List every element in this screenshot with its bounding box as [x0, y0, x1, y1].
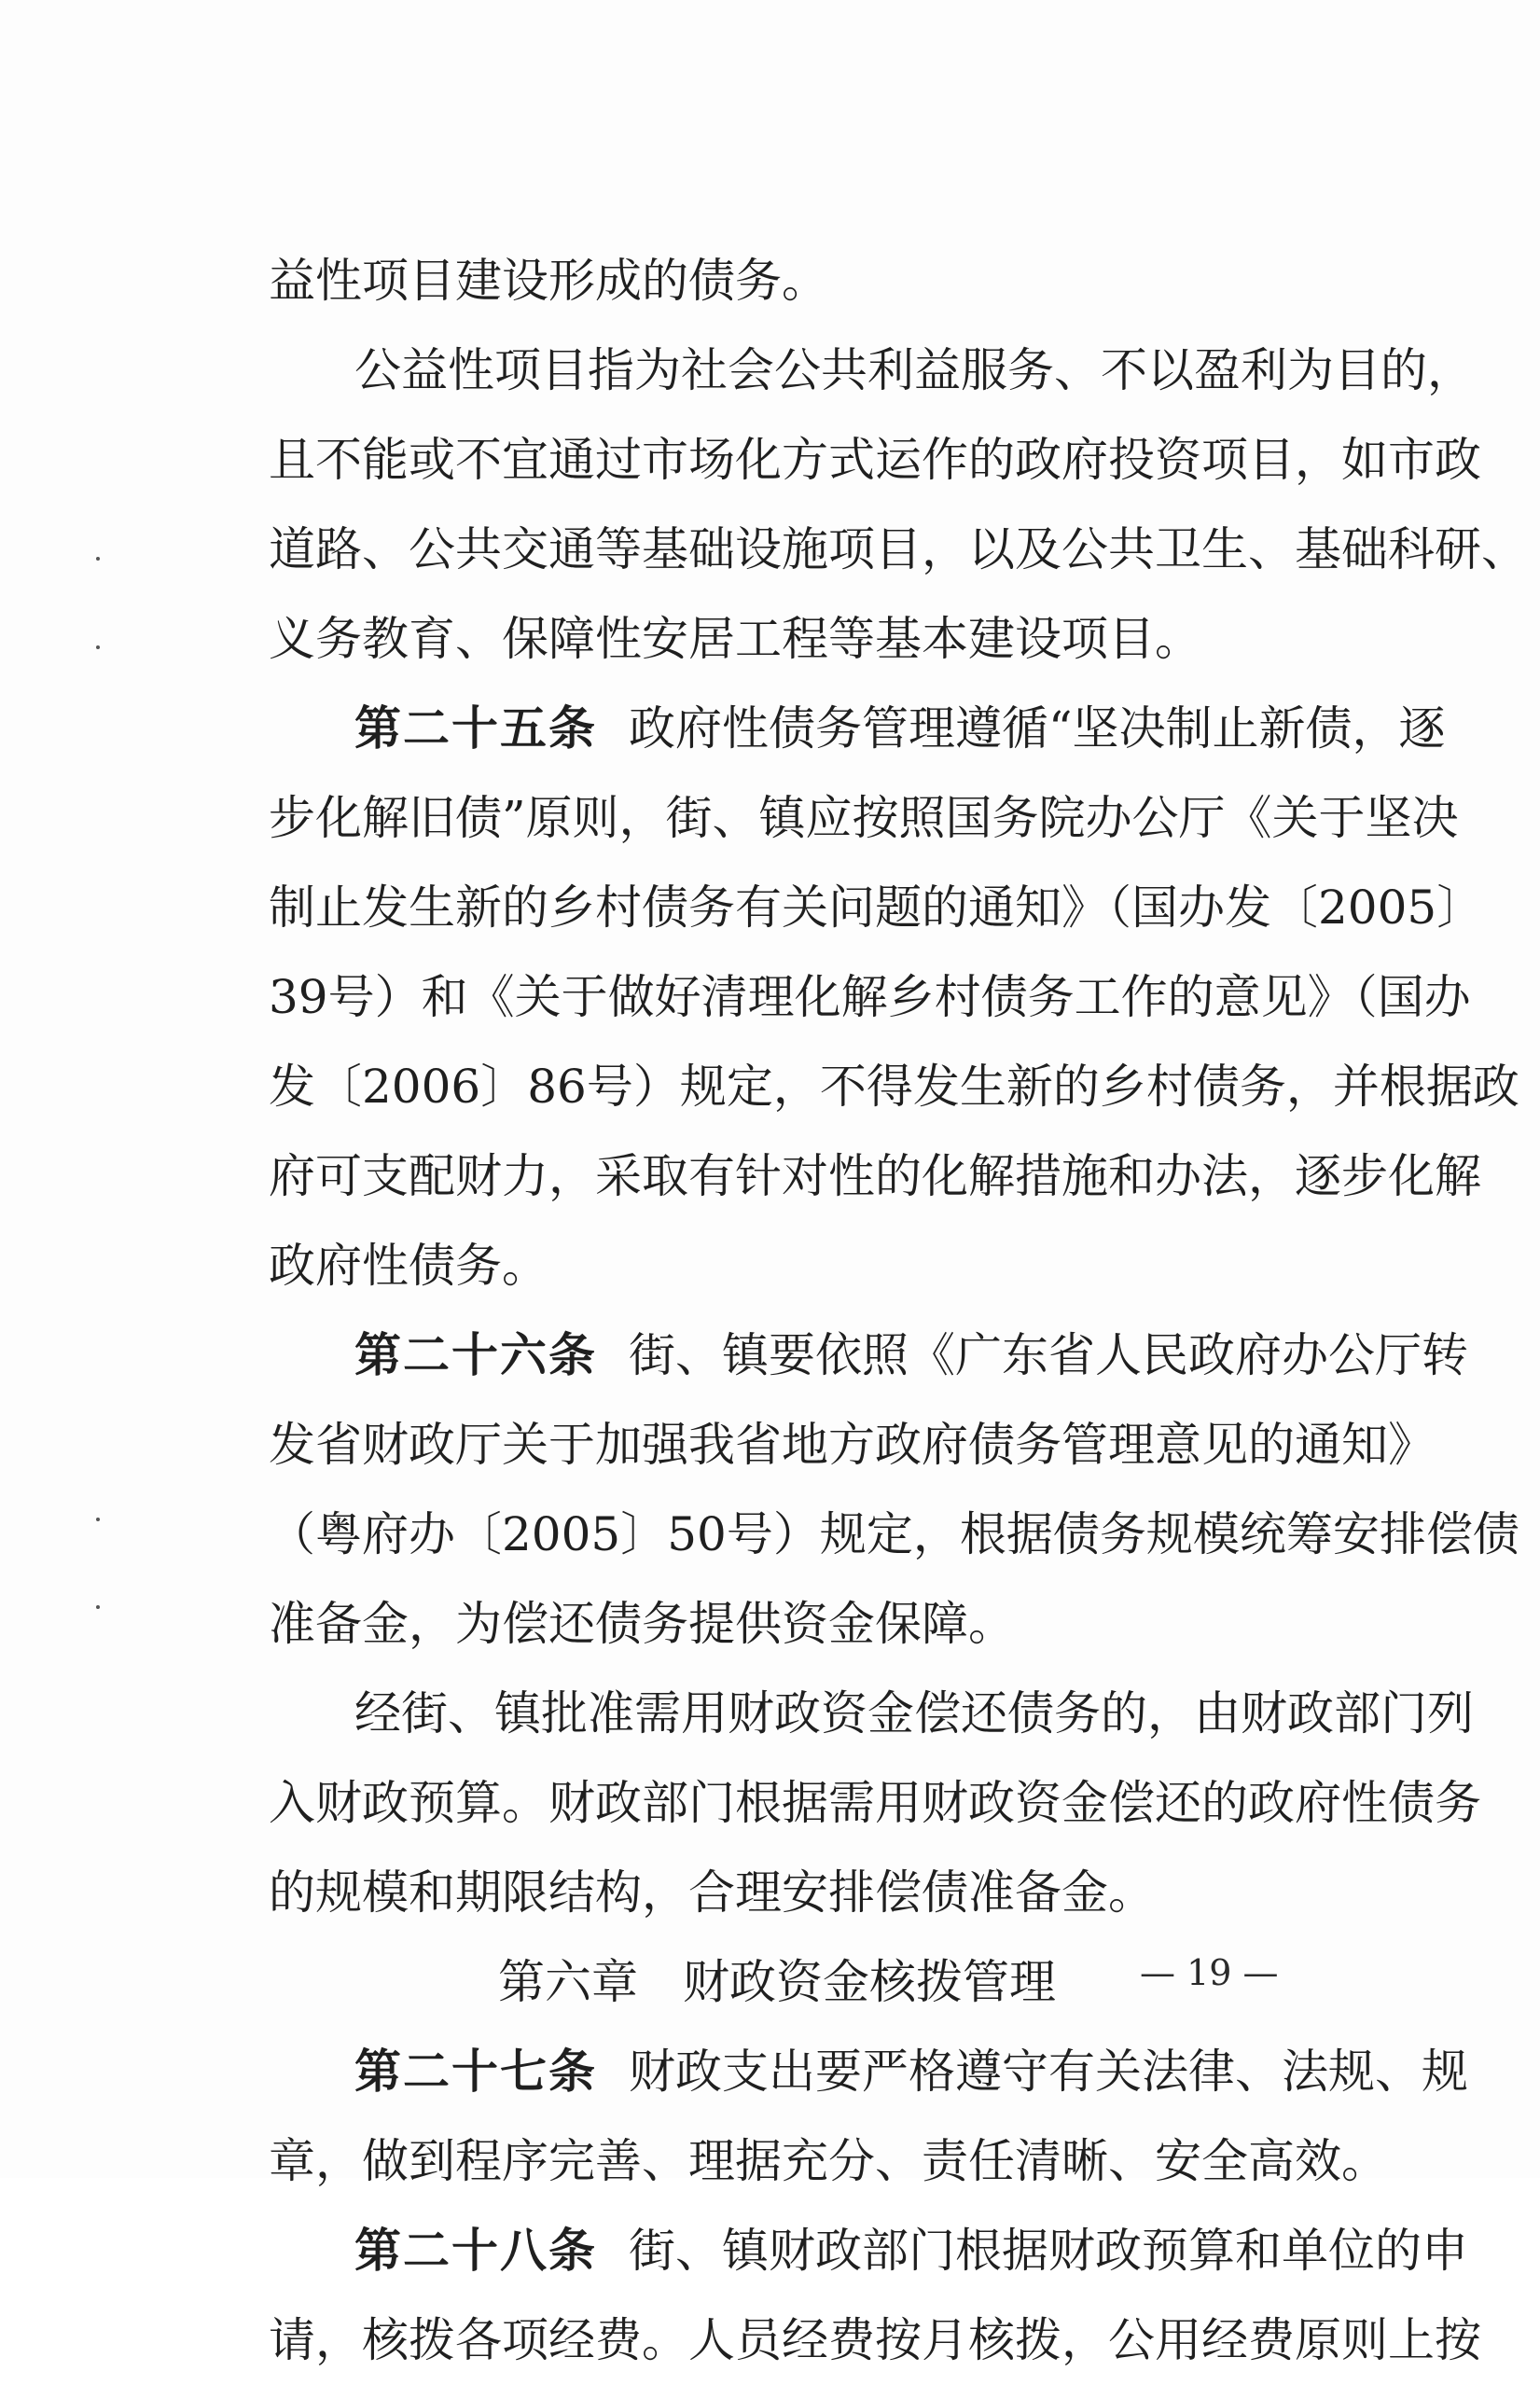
article-text: 政府性债务管理遵循“坚决制止新债，逐: [629, 701, 1446, 756]
article-line: [269, 2206, 1468, 2295]
article-text: 街、镇要依照《广东省人民政府办公厅转: [629, 1328, 1468, 1382]
text-line: 经街、镇批准需用财政资金偿还债务的，由财政部门列: [354, 1686, 1474, 1740]
text-line: 的规模和期限结构，合理安排偿债准备金。: [269, 1865, 1155, 1920]
text-line: 发省财政厅关于加强我省地方政府债务管理意见的通知》: [269, 1418, 1435, 1472]
text-line: 义务教育、保障性安居工程等基本建设项目。: [269, 612, 1201, 666]
chapter-heading: [269, 1937, 1285, 2027]
margin-dot: [96, 1518, 100, 1521]
article-line: [269, 2027, 1468, 2116]
margin-dot: [96, 645, 100, 649]
text-line: 政府性债务。: [269, 1239, 548, 1293]
article-text: 财政支出要严格遵守有关法律、法规、规: [629, 2045, 1468, 2099]
article-text: 街、镇财政部门根据财政预算和单位的申: [629, 2224, 1468, 2278]
article-line: [269, 1310, 1468, 1400]
text-line: 请，核拨各项经费。人员经费按月核拨，公用经费原则上按: [269, 2313, 1481, 2367]
article-line: [269, 684, 1446, 773]
margin-dot: [96, 1605, 100, 1609]
chapter-number: 第六章: [498, 1955, 638, 2009]
text-line: 准备金，为偿还债务提供资金保障。: [269, 1597, 1015, 1651]
text-line: 公益性项目指为社会公共利益服务、不以盈利为目的，: [354, 343, 1474, 397]
text-line: 发〔2006〕86号）规定，不得发生新的乡村债务，并根据政: [269, 1060, 1519, 1114]
text-line: 益性项目建设形成的债务。: [269, 254, 828, 308]
text-line: 章，做到程序完善、理据充分、责任清晰、安全高效。: [269, 2134, 1388, 2188]
text-line: 步化解旧债”原则，街、镇应按照国务院办公厅《关于坚决: [269, 791, 1459, 845]
article-heading: 第二十五条: [354, 700, 597, 756]
body-text: [269, 236, 1528, 2385]
text-line: 府可支配财力，采取有针对性的化解措施和办法，逐步化解: [269, 1149, 1481, 1203]
article-heading: 第二十七条: [354, 2044, 597, 2099]
text-line: 39号）和《关于做好清理化解乡村债务工作的意见》（国办: [269, 970, 1471, 1024]
text-line: 且不能或不宜通过市场化方式运作的政府投资项目，如市政: [269, 433, 1481, 487]
chapter-title: 财政资金核拨管理: [683, 1955, 1056, 2009]
text-line: （粤府办〔2005〕50号）规定，根据债务规模统筹安排偿债: [269, 1507, 1519, 1561]
article-heading: 第二十六条: [354, 1327, 597, 1382]
text-line: 制止发生新的乡村债务有关问题的通知》（国办发〔2005〕: [269, 881, 1484, 935]
text-line: 道路、公共交通等基础设施项目，以及公共卫生、基础科研、: [269, 522, 1528, 576]
text-line: 入财政预算。财政部门根据需用财政资金偿还的政府性债务: [269, 1776, 1481, 1830]
page-number: — 19 —: [1140, 1952, 1279, 1993]
article-heading: 第二十八条: [354, 2223, 597, 2278]
margin-dot: [96, 557, 100, 561]
